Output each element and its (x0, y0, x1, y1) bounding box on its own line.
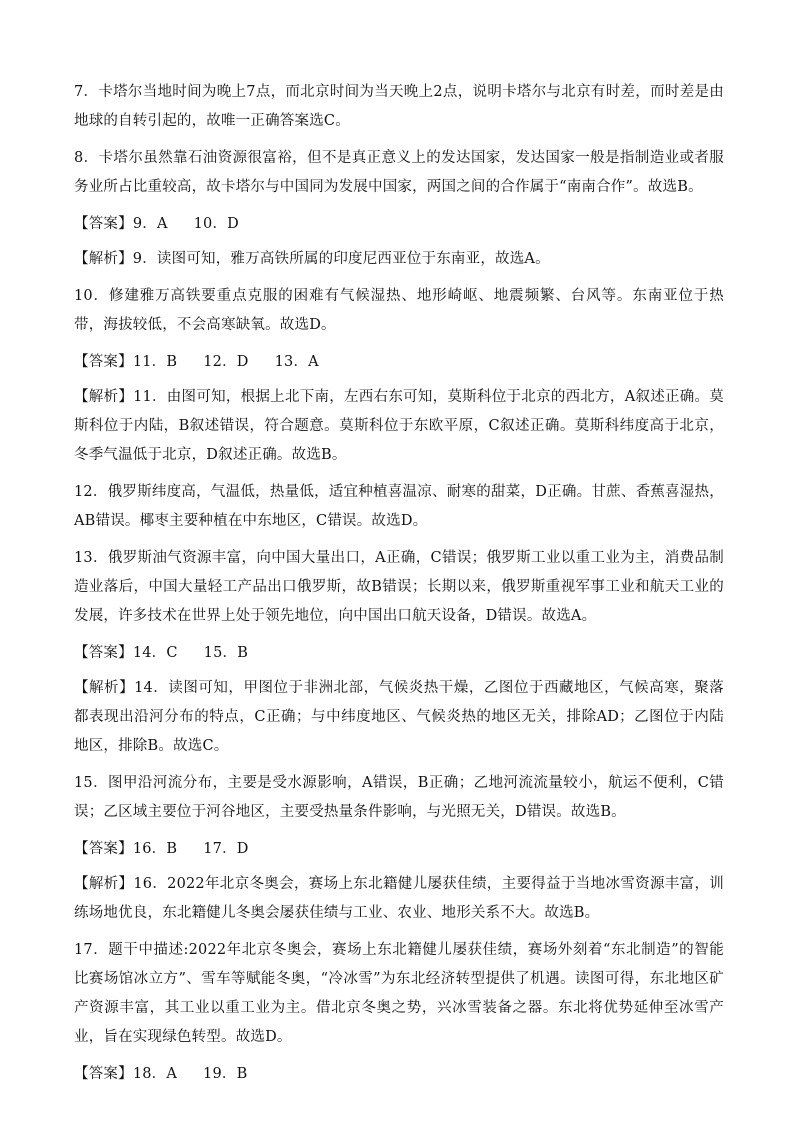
answer-line (74, 835, 724, 864)
answer-label: 【答案】 (74, 841, 133, 857)
document-body (74, 78, 724, 1089)
explanation-paragraph: 12．俄罗斯纬度高，气温低，热量低，适宜种植喜温凉、耐寒的甜菜，D正确。甘蔗、香蕉喜湿热，AB错误。椰枣主要种植在中东地区，C错误。故选D。 (74, 484, 724, 529)
answer-item: 14．C (132, 645, 178, 661)
answer-line (74, 639, 724, 668)
answer-item: 13．A (274, 354, 319, 370)
answer-label: 【答案】 (74, 354, 133, 370)
answer-line (74, 348, 724, 377)
explanation-paragraph: 17．题干中描述:2022年北京冬奥会，赛场上东北籍健儿屡获佳绩，赛场外刻着“东北制造”的智能比赛场馆冰立方”、雪车等赋能冬奥，“冷冰雪”为东北经济转型提供了机遇。读图可得，东北地区矿产资源丰富，其工业以重工业为主。借北京冬奥之势，兴冰雪装备之器。东北将优势延伸至冰雪产业，旨在实现绿色转型。故选D。 (74, 942, 724, 1045)
explanation-paragraph: 8．卡塔尔虽然靠石油资源很富裕，但不是真正意义上的发达国家，发达国家一般是指制造业或者服务业所占比重较高，故卡塔尔与中国同为发展中国家，两国之间的合作属于“南南合作”。故选B。 (74, 150, 724, 195)
answer-item: 17．D (203, 841, 249, 857)
explanation-paragraph: 13．俄罗斯油气资源丰富，向中国大量出口，A正确，C错误；俄罗斯工业以重工业为主，消费品制造业落后，中国大量轻工产品出口俄罗斯，故B错误；长期以来，俄罗斯重视军事工业和航天工业的发展，许多技术在世界上处于领先地位，向中国出口航天设备，D错误。故选A。 (74, 550, 724, 624)
answer-item: 11．B (132, 354, 178, 370)
explanation-paragraph: 10．修建雅万高铁要重点克服的困难有气候湿热、地形崎岖、地震频繁、台风等。东南亚位于热带，海拔较低，不会高寒缺氧。故选D。 (74, 288, 724, 333)
explanation-paragraph: 【解析】11．由图可知，根据上北下南，左西右东可知，莫斯科位于北京的西北方，A叙述正确。莫斯科位于内陆，B叙述错误，符合题意。莫斯科位于东欧平原，C叙述正确。莫斯科纬度高于北京，冬季气温低于北京，D叙述正确。故选B。 (74, 389, 724, 463)
explanation-paragraph: 【解析】16．2022年北京冬奥会，赛场上东北籍健儿屡获佳绩，主要得益于当地冰雪资源丰富，训练场地优良，东北籍健儿冬奥会屡获佳绩与工业、农业、地形关系不大。故选B。 (74, 876, 724, 921)
explanation-paragraph: 7．卡塔尔当地时间为晚上7点，而北京时间为当天晚上2点，说明卡塔尔与北京有时差，而时差是由地球的自转引起的，故唯一正确答案选C。 (74, 84, 724, 129)
answer-label: 【答案】 (74, 1066, 133, 1082)
answer-item: 16．B (132, 841, 178, 857)
answer-item: 9．A (132, 216, 168, 232)
answer-line (74, 210, 724, 239)
answer-line (74, 1060, 724, 1089)
answer-item: 15．B (203, 645, 249, 661)
answer-item: 19．B (203, 1066, 248, 1082)
answer-item: 18．A (132, 1066, 178, 1082)
answer-label: 【答案】 (74, 216, 133, 232)
answer-label: 【答案】 (74, 645, 133, 661)
explanation-paragraph: 【解析】9．读图可知，雅万高铁所属的印度尼西亚位于东南亚，故选A。 (74, 251, 550, 267)
answer-item: 10．D (193, 216, 239, 232)
explanation-paragraph: 【解析】14．读图可知，甲图位于非洲北部，气候炎热干燥，乙图位于西藏地区，气候高寒，聚落都表现出沿河分布的特点，C正确；与中纬度地区、气候炎热的地区无关，排除AD；乙图位于内陆地区，排除B。故选C。 (74, 680, 724, 754)
explanation-paragraph: 15．图甲沿河流分布，主要是受水源影响，A错误，B正确；乙地河流流量较小，航运不便利，C错误；乙区域主要位于河谷地区，主要受热量条件影响，与光照无关，D错误。故选B。 (74, 775, 724, 820)
answer-item: 12．D (203, 354, 249, 370)
